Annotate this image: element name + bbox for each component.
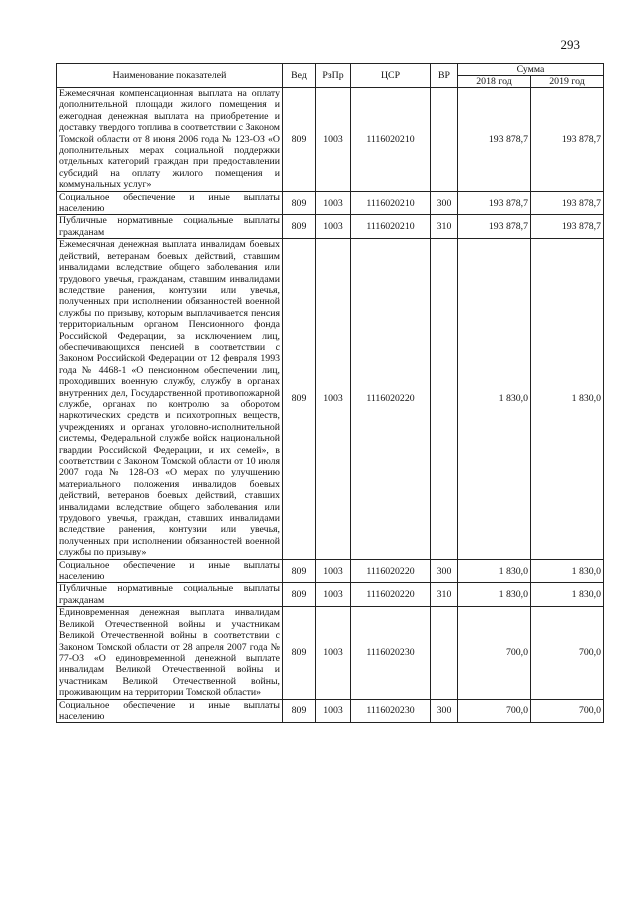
row-2018: 193 878,7 <box>458 215 531 239</box>
row-2019: 1 830,0 <box>531 559 604 583</box>
row-vr: 300 <box>431 699 458 723</box>
row-vr <box>431 607 458 699</box>
row-ved: 809 <box>283 583 316 607</box>
row-name: Ежемесячная денежная выплата инвалидам боевых действий, ветеранам боевых действий, ставшим инвалидами вследствие общего заболевания или трудового увечья, гражданам, ставшим инвалидами вследствие ранения, контузии или увечья, полученных при исполнении обязанностей военной службы по призыву, которым выплачивается пенсия территориальным органом Пенсионного фонда Российской Федерации, за исключением лиц, обеспечивающихся пенсией в соответствии с Законом Российской Федерации от 12 февраля 1993 года № 4468-1 «О пенсионном обеспечении лиц, проходивших военную службу, службу в органах внутренних дел, Государственной противопожарной службе, органах по контролю за оборотом наркотических средств и психотропных веществ, учреждениях и органах уголовно-исполнительной системы, Федеральной службе войск национальной гвардии Российской Федерации, и их семей», в соответствии с Законом Томской области от 10 июля 2007 года № 128-ОЗ «О мерах по улучшению материального положения инвалидов боевых действий, ветеранов боевых действий, ставших инвалидами вследствие общего заболевания или трудового увечья, граждан, ставших инвалидами вследствие ранения, контузии или увечья, полученных при исполнении обязанностей военной службы по призыву» <box>57 239 283 559</box>
row-rzpr: 1003 <box>316 88 351 192</box>
row-vr <box>431 239 458 559</box>
row-vr: 300 <box>431 191 458 215</box>
table-row <box>57 699 604 723</box>
row-csr: 1116020220 <box>351 583 431 607</box>
table-row <box>57 88 604 192</box>
row-csr: 1116020210 <box>351 88 431 192</box>
row-2019: 1 830,0 <box>531 583 604 607</box>
row-vr <box>431 88 458 192</box>
table-row <box>57 583 604 607</box>
row-name: Социальное обеспечение и иные выплаты населению <box>57 191 283 215</box>
row-vr: 310 <box>431 583 458 607</box>
row-ved: 809 <box>283 239 316 559</box>
row-2019: 193 878,7 <box>531 88 604 192</box>
header-csr: ЦСР <box>351 64 431 88</box>
row-csr: 1116020210 <box>351 215 431 239</box>
row-rzpr: 1003 <box>316 607 351 699</box>
row-ved: 809 <box>283 607 316 699</box>
row-2018: 700,0 <box>458 607 531 699</box>
row-csr: 1116020230 <box>351 699 431 723</box>
row-2018: 1 830,0 <box>458 239 531 559</box>
header-2019: 2019 год <box>531 76 604 88</box>
row-name: Социальное обеспечение и иные выплаты населению <box>57 699 283 723</box>
table-row <box>57 215 604 239</box>
row-name: Публичные нормативные социальные выплаты гражданам <box>57 583 283 607</box>
header-2018: 2018 год <box>458 76 531 88</box>
row-2019: 700,0 <box>531 699 604 723</box>
table-row <box>57 607 604 699</box>
header-ved: Вед <box>283 64 316 88</box>
header-rzpr: РзПр <box>316 64 351 88</box>
row-ved: 809 <box>283 88 316 192</box>
row-csr: 1116020210 <box>351 191 431 215</box>
row-2018: 193 878,7 <box>458 88 531 192</box>
row-2018: 700,0 <box>458 699 531 723</box>
row-rzpr: 1003 <box>316 191 351 215</box>
page-number: 293 <box>560 37 580 52</box>
table-row <box>57 559 604 583</box>
table-row <box>57 239 604 559</box>
row-rzpr: 1003 <box>316 215 351 239</box>
row-2019: 700,0 <box>531 607 604 699</box>
header-vr: ВР <box>431 64 458 88</box>
header-name: Наименование показателей <box>57 64 283 88</box>
row-name: Ежемесячная компенсационная выплата на оплату дополнительной площади жилого помещения и ежегодная денежная выплата на приобретение и доставку твердого топлива в соответствии с Законом Томской области от 8 июня 2006 года № 123-ОЗ «О дополнительных мерах социальной поддержки отдельных категорий граждан при предоставлении субсидий на оплату жилого помещения и коммунальных услуг» <box>57 88 283 192</box>
budget-table <box>56 63 604 723</box>
table-row <box>57 191 604 215</box>
row-2019: 193 878,7 <box>531 215 604 239</box>
row-name: Социальное обеспечение и иные выплаты населению <box>57 559 283 583</box>
row-csr: 1116020220 <box>351 559 431 583</box>
row-rzpr: 1003 <box>316 699 351 723</box>
row-rzpr: 1003 <box>316 583 351 607</box>
row-ved: 809 <box>283 215 316 239</box>
row-rzpr: 1003 <box>316 559 351 583</box>
row-2019: 193 878,7 <box>531 191 604 215</box>
row-ved: 809 <box>283 191 316 215</box>
row-2018: 1 830,0 <box>458 559 531 583</box>
row-name: Публичные нормативные социальные выплаты гражданам <box>57 215 283 239</box>
row-vr: 300 <box>431 559 458 583</box>
row-csr: 1116020230 <box>351 607 431 699</box>
row-ved: 809 <box>283 559 316 583</box>
row-name: Единовременная денежная выплата инвалидам Великой Отечественной войны и участникам Великой Отечественной войны в соответствии с Законом Томской области от 28 апреля 2007 года № 77-ОЗ «О единовременной денежной выплате инвалидам Великой Отечественной войны и участникам Великой Отечественной войны, проживающим на территории Томской области» <box>57 607 283 699</box>
row-2018: 1 830,0 <box>458 583 531 607</box>
row-ved: 809 <box>283 699 316 723</box>
row-2019: 1 830,0 <box>531 239 604 559</box>
row-csr: 1116020220 <box>351 239 431 559</box>
header-sum: Сумма <box>458 64 604 76</box>
row-vr: 310 <box>431 215 458 239</box>
row-rzpr: 1003 <box>316 239 351 559</box>
row-2018: 193 878,7 <box>458 191 531 215</box>
